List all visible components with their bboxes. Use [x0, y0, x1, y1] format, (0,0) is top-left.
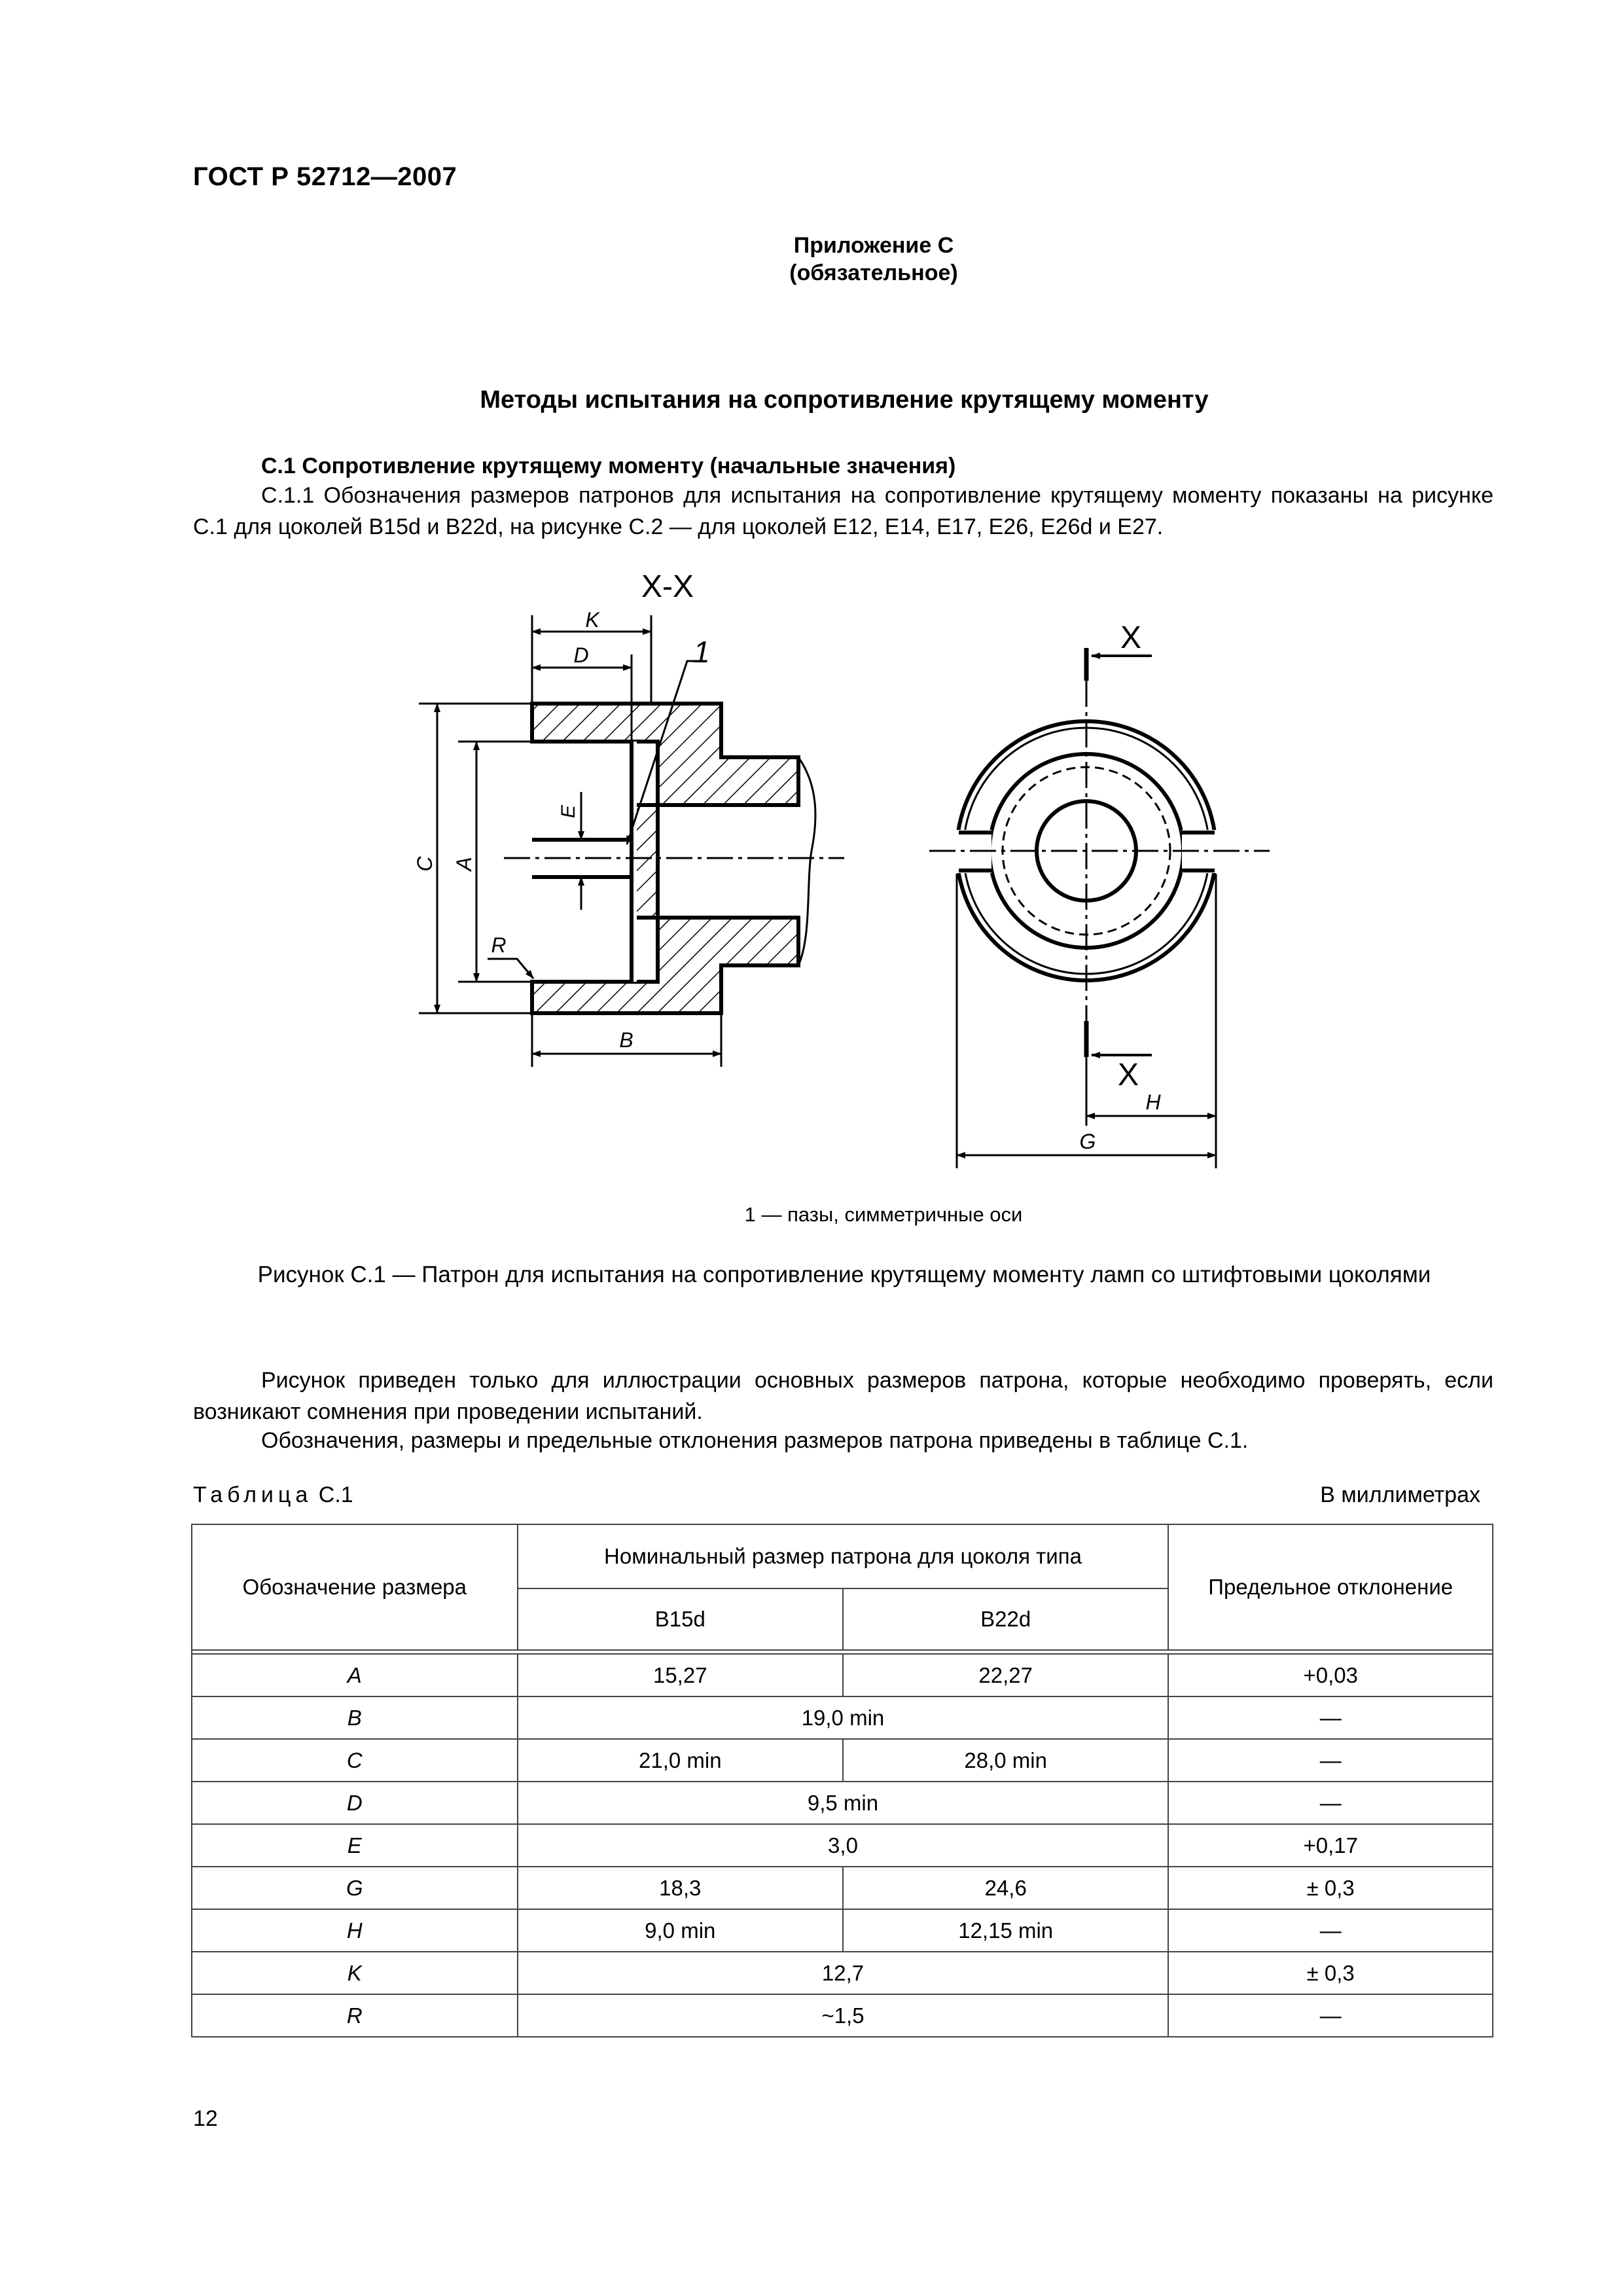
section-title: Методы испытания на сопротивление крутящему моменту — [480, 386, 1209, 414]
table-row — [192, 1867, 1493, 1909]
dimensions-table — [191, 1524, 1493, 2037]
table-row — [192, 1782, 1493, 1824]
table-title-word: Таблица — [193, 1482, 313, 1507]
row-tolerance: ± 0,3 — [1168, 1867, 1493, 1909]
label-c: C — [413, 856, 437, 872]
row-symbol: G — [192, 1867, 518, 1909]
end-view — [929, 648, 1270, 1168]
section-label: X-X — [641, 569, 694, 604]
row-value: 19,0 min — [518, 1696, 1169, 1739]
row-tolerance: — — [1168, 1739, 1493, 1782]
row-tolerance: +0,03 — [1168, 1654, 1493, 1696]
row-b15d: 9,0 min — [518, 1909, 843, 1952]
row-symbol: K — [192, 1952, 518, 1994]
row-symbol: C — [192, 1739, 518, 1782]
annex-status: (обязательное) — [789, 260, 958, 285]
row-value: 3,0 — [518, 1824, 1169, 1867]
row-symbol: A — [192, 1654, 518, 1696]
label-g: G — [1079, 1130, 1096, 1153]
header-nominal: Номинальный размер патрона для цоколя типа — [518, 1524, 1169, 1588]
row-tolerance: — — [1168, 1696, 1493, 1739]
row-symbol: D — [192, 1782, 518, 1824]
section-view — [419, 615, 844, 1067]
row-value: 9,5 min — [518, 1782, 1169, 1824]
header-b15d: В15d — [518, 1588, 843, 1650]
row-b15d: 21,0 min — [518, 1739, 843, 1782]
table-row — [192, 1994, 1493, 2037]
row-tolerance: — — [1168, 1994, 1493, 2037]
table-title — [193, 1482, 353, 1508]
row-symbol: E — [192, 1824, 518, 1867]
label-h: H — [1145, 1090, 1161, 1114]
paragraph-1: С.1.1 Обозначения размеров патронов для испытания на сопротивление крутящему моменту показаны на рисунке С.1 для цоколей В15d и В22d, на рисунке С.2 — для цоколей Е12, Е14, Е17, Е26, Е26d и Е27. — [193, 483, 1493, 539]
label-e: E — [558, 804, 579, 819]
label-k: K — [585, 608, 599, 632]
paragraph-2: Рисунок приведен только для иллюстрации основных размеров патрона, которые необходимо проверять, если возникают сомнения при проведении испытаний. — [193, 1368, 1493, 1424]
row-tolerance: +0,17 — [1168, 1824, 1493, 1867]
table-row — [192, 1654, 1493, 1696]
label-r: R — [491, 933, 507, 957]
figure-c1 — [393, 556, 1309, 1198]
row-value: 12,7 — [518, 1952, 1169, 1994]
label-b: B — [619, 1028, 633, 1052]
table-row — [192, 1824, 1493, 1867]
label-x-top: X — [1120, 620, 1142, 655]
paragraph-3: Обозначения, размеры и предельные отклонения размеров патрона приведены в таблице С.1. — [261, 1428, 1249, 1453]
label-x-bottom: X — [1117, 1058, 1139, 1092]
figure-note: 1 — пазы, симметричные оси — [744, 1203, 1023, 1226]
header-tolerance: Предельное отклонение — [1168, 1524, 1493, 1650]
table-units: В миллиметрах — [1320, 1482, 1480, 1507]
table-row — [192, 1952, 1493, 1994]
table-title-number: С.1 — [318, 1482, 353, 1507]
row-value: ~1,5 — [518, 1994, 1169, 2037]
header-b22d: В22d — [843, 1588, 1168, 1650]
row-b22d: 12,15 min — [843, 1909, 1168, 1952]
row-symbol: H — [192, 1909, 518, 1952]
page-number: 12 — [193, 2106, 218, 2131]
row-symbol: R — [192, 1994, 518, 2037]
annex-title: Приложение С — [793, 233, 954, 258]
figure-caption: Рисунок С.1 — Патрон для испытания на сопротивление крутящему моменту ламп со штифтовыми цоколями — [257, 1262, 1431, 1287]
row-tolerance: — — [1168, 1909, 1493, 1952]
row-b22d: 24,6 — [843, 1867, 1168, 1909]
table-row — [192, 1739, 1493, 1782]
row-symbol: B — [192, 1696, 518, 1739]
subsection-heading: С.1 Сопротивление крутящему моменту (начальные значения) — [261, 454, 956, 478]
table-row — [192, 1696, 1493, 1739]
row-b15d: 18,3 — [518, 1867, 843, 1909]
row-tolerance: ± 0,3 — [1168, 1952, 1493, 1994]
header-designation: Обозначение размера — [192, 1524, 518, 1650]
row-b15d: 15,27 — [518, 1654, 843, 1696]
table-row — [192, 1909, 1493, 1952]
label-groove-1: 1 — [693, 635, 710, 669]
label-a: A — [452, 857, 476, 871]
row-tolerance: — — [1168, 1782, 1493, 1824]
document-header: ГОСТ Р 52712—2007 — [193, 162, 457, 191]
row-b22d: 28,0 min — [843, 1739, 1168, 1782]
label-d: D — [573, 643, 589, 667]
row-b22d: 22,27 — [843, 1654, 1168, 1696]
